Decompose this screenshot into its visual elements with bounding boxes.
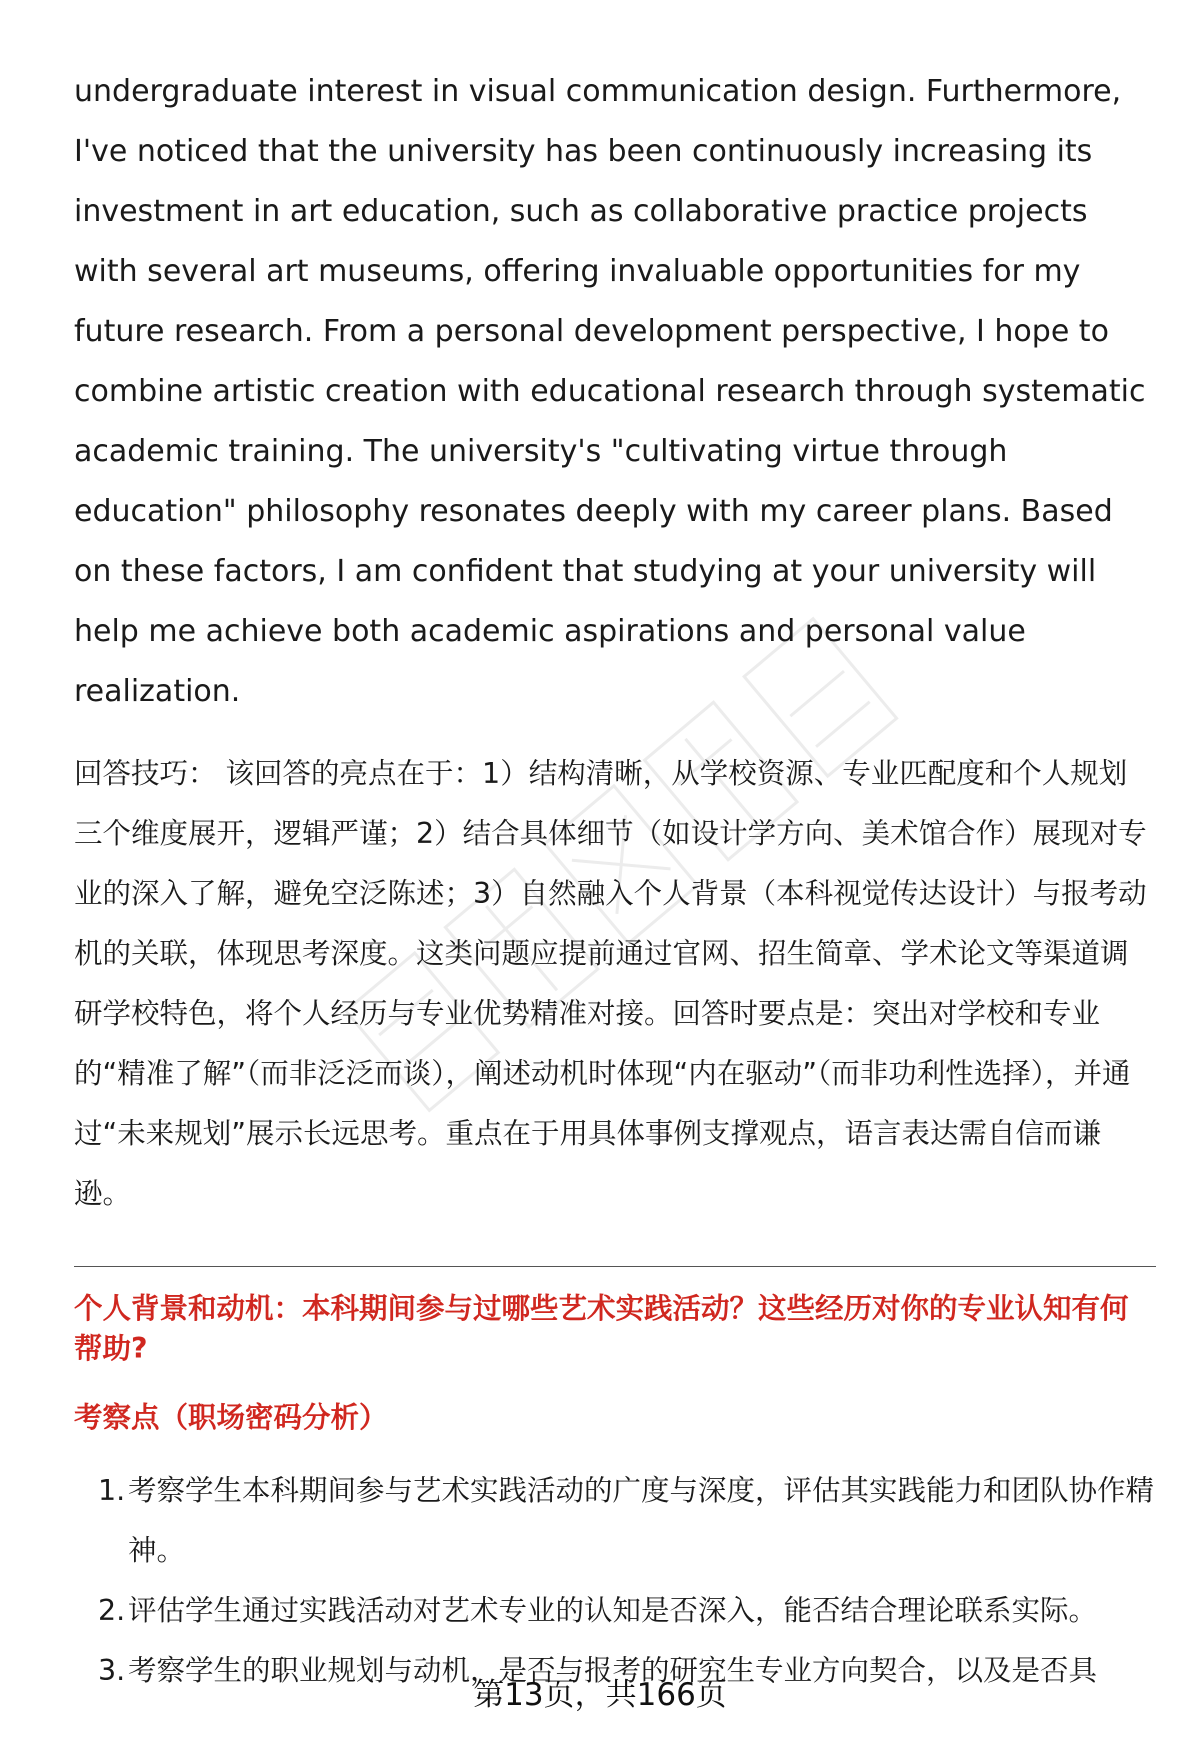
item-text: 评估学生通过实践活动对艺术专业的认知是否深入，能否结合理论联系实际。 [128, 1594, 1098, 1627]
item-number: 1. [98, 1474, 126, 1507]
item-text: 考察学生的职业规划与动机，是否与报考的研究生专业方向契合，以及是否具 [128, 1654, 1098, 1687]
assessment-item [74, 1581, 1154, 1641]
page-number: 第13页，共166页 [473, 1677, 727, 1713]
item-number: 3. [98, 1654, 126, 1687]
assessment-heading: 考察点（职场密码分析） [74, 1401, 388, 1434]
assessment-list [74, 1461, 1154, 1701]
question-heading: 个人背景和动机：本科期间参与过哪些艺术实践活动？这些经历对你的专业认知有何帮助? [74, 1292, 1129, 1365]
page-content [74, 62, 1154, 1701]
answer-tips-paragraph: 回答技巧： 该回答的亮点在于：1）结构清晰，从学校资源、专业匹配度和个人规划三个维度展开，逻辑严谨；2）结合具体细节（如设计学方向、美术馆合作）展现对专业的深入了解，避免空泛陈述；3）自然融入个人背景（本科视觉传达设计）与报考动机的关联，体现思考深度。这类问题应提前通过官网、招生简章、学术论文等渠道调研学校特色，将个人经历与专业优势精准对接。回答时要点是：突出对学校和专业的“精准了解”（而非泛泛而谈），阐述动机时体现“内在驱动”（而非功利性选择），并通过“未来规划”展示长远思考。重点在于用具体事例支撑观点，语言表达需自信而谦逊。 [74, 757, 1147, 1210]
item-number: 2. [98, 1594, 126, 1627]
english-paragraph: undergraduate interest in visual communication design. Furthermore, I've noticed that the university has been continuously increasing its investment in art education, such as collaborative practice projects with several art museums, offering invaluable opportunities for my future research. From a personal development perspective, I hope to combine artistic creation with educational research through systematic academic training. The university's "cultivating virtue through education" philosophy resonates deeply with my career plans. Based on these factors, I am confident that studying at your university will help me achieve both academic aspirations and personal value realization. [74, 74, 1146, 709]
item-text: 考察学生本科期间参与艺术实践活动的广度与深度，评估其实践能力和团队协作精神。 [128, 1474, 1155, 1567]
section-divider [74, 1266, 1156, 1267]
assessment-item [74, 1461, 1154, 1581]
